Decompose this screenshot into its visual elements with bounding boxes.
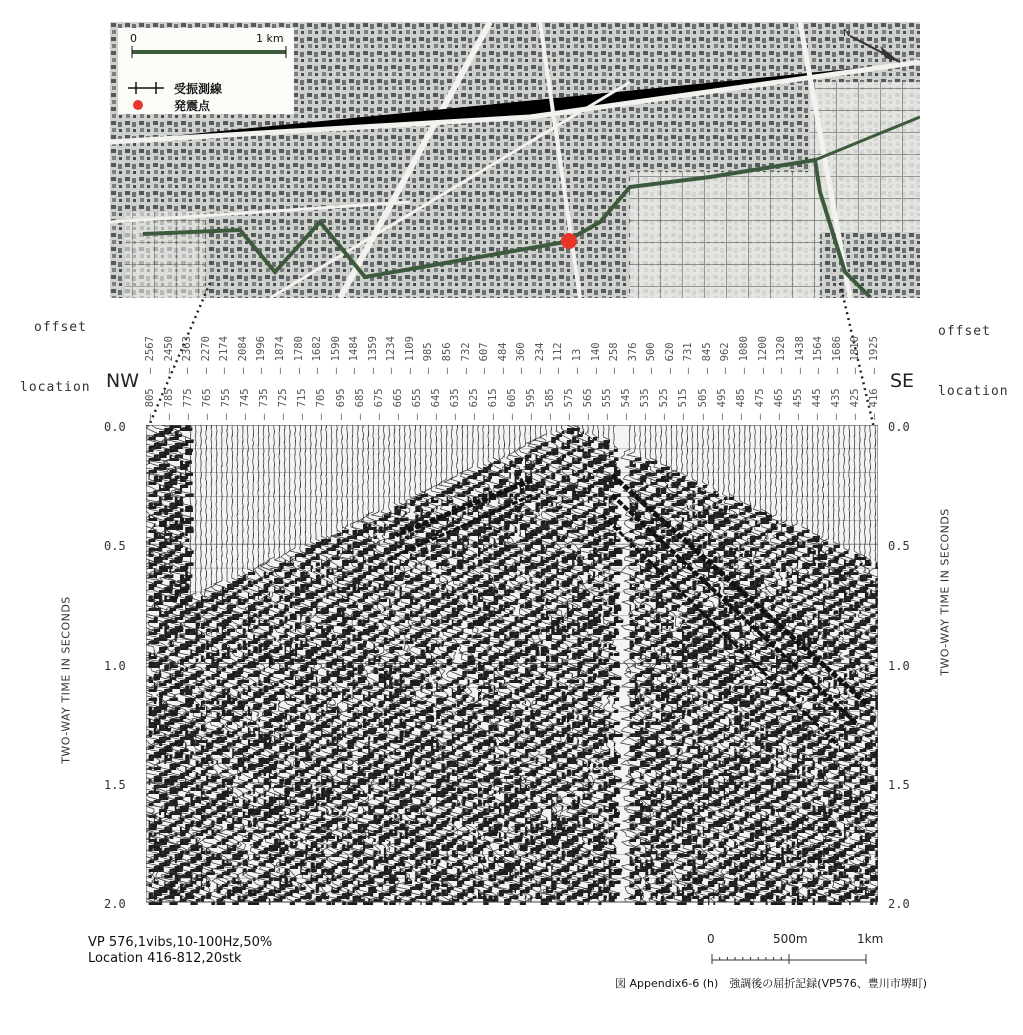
- time-tick-left: 1.0: [104, 658, 126, 673]
- offset-header: — 258: [608, 342, 621, 374]
- offset-header: — 2450: [162, 336, 175, 374]
- offset-header: — 2270: [199, 336, 212, 374]
- time-tick-left: 2.0: [104, 897, 126, 911]
- y-axis-title-left: TWO-WAY TIME IN SECONDS: [59, 596, 73, 764]
- location-header: — 495: [715, 388, 728, 420]
- offset-header: — 2174: [218, 336, 231, 374]
- location-header: — 625: [467, 388, 480, 420]
- offset-header: — 1109: [403, 336, 416, 374]
- location-range: Location 416-812,20stk: [88, 951, 242, 966]
- offset-header: — 2567: [144, 336, 156, 374]
- offset-header: — 1686: [830, 336, 843, 374]
- time-tick-left: 1.5: [104, 777, 126, 792]
- offset-header: — 985: [422, 342, 435, 374]
- offset-header: — 500: [645, 342, 658, 374]
- location-header: — 655: [410, 388, 423, 420]
- location-header: — 475: [753, 388, 766, 420]
- location-header: — 605: [506, 388, 518, 420]
- location-header: — 695: [334, 388, 347, 420]
- location-header: — 575: [563, 388, 576, 420]
- location-header: — 765: [201, 388, 214, 420]
- location-header: — 595: [525, 388, 538, 420]
- location-header: — 455: [791, 388, 804, 420]
- location-header: — 525: [658, 388, 671, 420]
- direction-se: SE: [890, 370, 915, 392]
- location-header: — 745: [239, 388, 252, 420]
- location-header: — 755: [220, 388, 233, 420]
- location-header: — 505: [696, 388, 709, 420]
- svg-text:N: N: [843, 28, 851, 39]
- location-header: — 485: [734, 388, 747, 420]
- location-header: — 565: [582, 388, 595, 420]
- offset-header: — 1780: [292, 336, 305, 374]
- offset-header: — 1874: [273, 336, 286, 374]
- location-header: — 735: [258, 388, 271, 420]
- offset-header: — 112: [552, 342, 565, 374]
- offset-header: — 1682: [311, 336, 324, 374]
- offset-header: — 1810: [849, 336, 862, 374]
- offset-header: — 1996: [255, 336, 268, 374]
- scale-500m-label: 500m: [773, 932, 808, 946]
- distance-scale-bar: [700, 950, 880, 966]
- time-tick-right: 0.0: [888, 420, 910, 434]
- offset-header: — 1590: [329, 336, 342, 374]
- location-header: — 585: [544, 388, 557, 420]
- offset-label-right: offset: [938, 324, 991, 339]
- legend-source-point: 発震点: [174, 99, 211, 113]
- legend-receiver-line: 受振測線: [174, 82, 223, 96]
- offset-header: — 1200: [756, 336, 769, 374]
- acquisition-params: VP 576,1vibs,10-100Hz,50%: [88, 935, 273, 950]
- location-header: — 645: [429, 388, 442, 420]
- offset-header: — 360: [515, 342, 528, 374]
- offset-header: — 1359: [366, 336, 379, 374]
- offset-header: — 234: [533, 342, 546, 374]
- location-header: — 615: [486, 388, 499, 420]
- map-scale-end: 1 km: [256, 32, 284, 45]
- offset-header: — 484: [496, 342, 509, 374]
- location-header: — 665: [391, 388, 404, 420]
- offset-header: — 1080: [738, 336, 751, 374]
- location-header: — 416: [868, 388, 880, 420]
- offset-header: — 962: [719, 342, 732, 374]
- time-tick-left: 0.0: [104, 420, 126, 434]
- location-header: — 685: [353, 388, 366, 420]
- time-tick-right: 1.0: [888, 658, 910, 673]
- offset-header: — 2084: [236, 336, 249, 374]
- location-header: — 675: [372, 388, 385, 420]
- location-header: — 705: [315, 388, 328, 420]
- offset-header: — 856: [441, 342, 454, 374]
- offset-header: — 2363: [181, 336, 194, 374]
- scale-1km-label: 1km: [857, 932, 884, 946]
- offset-header: — 13: [570, 348, 583, 374]
- location-label-left: location: [20, 380, 91, 395]
- location-header: — 725: [277, 388, 290, 420]
- map-scale-zero: 0: [130, 32, 137, 45]
- direction-nw: NW: [106, 370, 139, 392]
- time-tick-right: 1.5: [888, 777, 910, 792]
- location-header: — 635: [448, 388, 461, 420]
- offset-header: — 1484: [348, 336, 361, 374]
- offset-header: — 1438: [793, 336, 806, 374]
- offset-label-left: offset: [34, 320, 87, 335]
- location-header: — 545: [620, 388, 633, 420]
- offset-header: — 1234: [385, 336, 398, 374]
- location-header: — 445: [810, 388, 823, 420]
- y-axis-title-right: TWO-WAY TIME IN SECONDS: [938, 508, 952, 676]
- offset-header: — 376: [626, 342, 639, 374]
- offset-header: — 1564: [812, 336, 825, 374]
- offset-header: — 607: [478, 342, 491, 374]
- location-header: — 785: [163, 388, 176, 420]
- location-header: — 805: [144, 388, 156, 420]
- time-tick-left: 0.5: [104, 539, 126, 554]
- location-header: — 555: [601, 388, 614, 420]
- location-header: — 515: [677, 388, 690, 420]
- time-tick-right: 2.0: [888, 897, 910, 911]
- offset-header: — 731: [682, 342, 695, 374]
- offset-header: — 845: [700, 342, 713, 374]
- scale-zero-label: 0: [707, 932, 715, 946]
- location-header: — 465: [772, 388, 785, 420]
- location-header: — 535: [639, 388, 652, 420]
- offset-header: — 140: [589, 342, 602, 374]
- offset-header: — 620: [663, 342, 676, 374]
- location-label-right: location: [938, 384, 1009, 399]
- seismic-record: [146, 425, 878, 911]
- offset-header: — 1925: [868, 336, 880, 374]
- location-header: — 425: [848, 388, 861, 420]
- offset-header: — 1320: [775, 336, 788, 374]
- offset-header: — 732: [459, 342, 472, 374]
- location-header: — 715: [296, 388, 309, 420]
- location-header: — 435: [829, 388, 842, 420]
- location-header: — 775: [182, 388, 195, 420]
- figure-caption: 図 Appendix6-6 (h) 強調後の屈折記録(VP576、豊川市堺町): [615, 977, 928, 990]
- time-tick-right: 0.5: [888, 539, 910, 554]
